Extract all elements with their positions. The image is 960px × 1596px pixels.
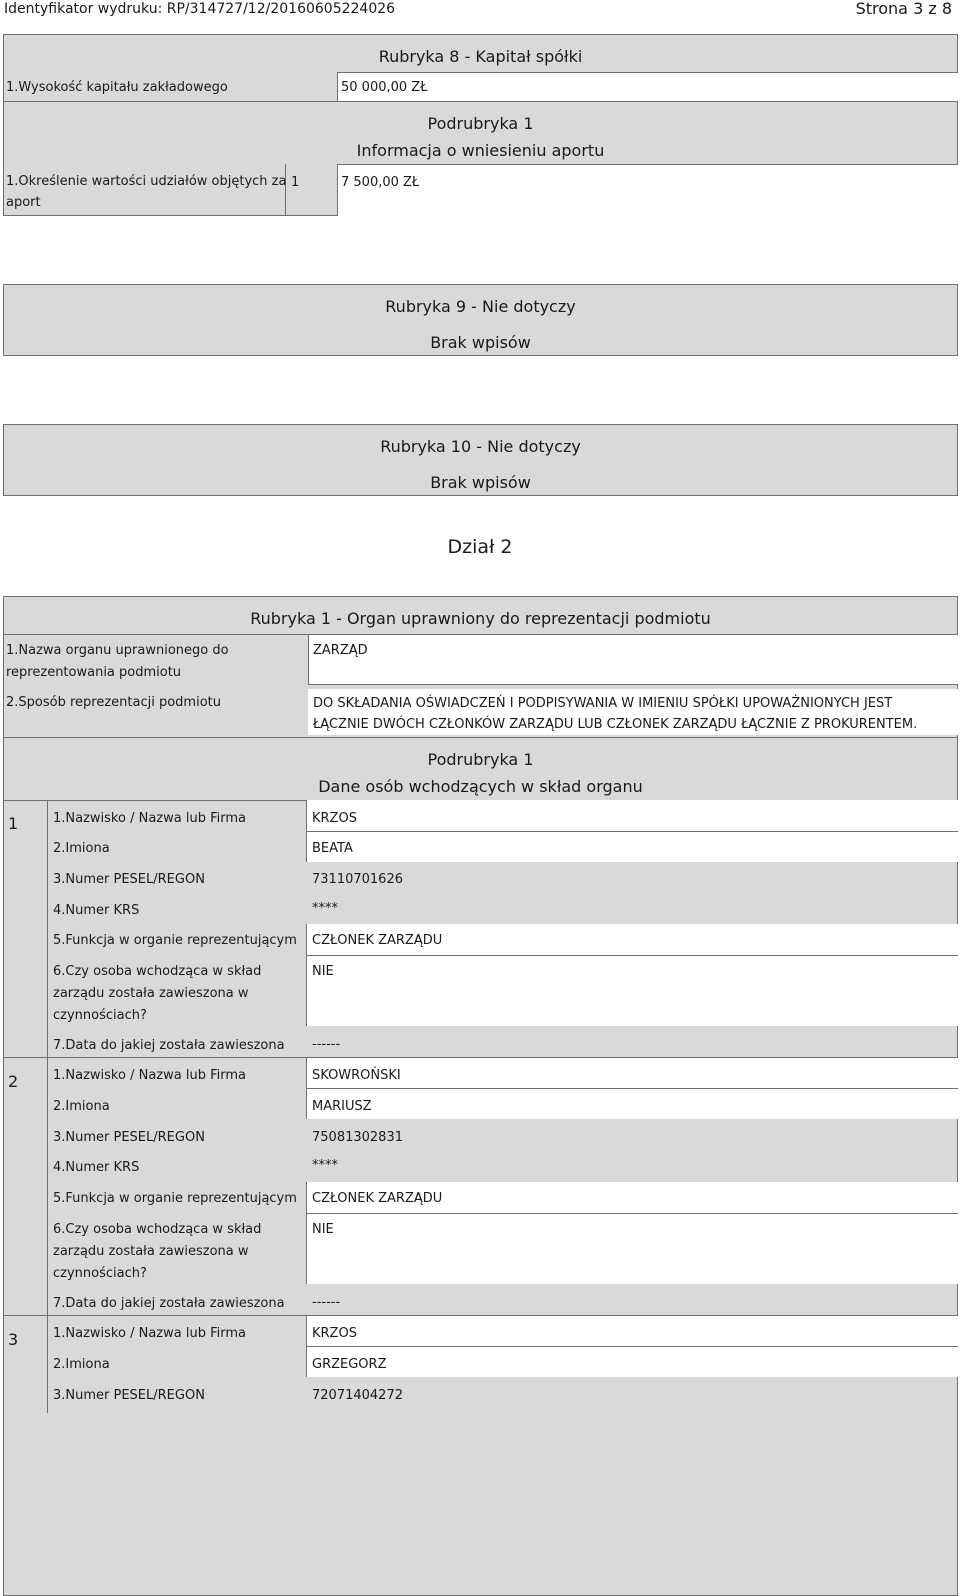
person-1-suspended-label-2: zarządu została zawieszona w xyxy=(53,986,249,1001)
person-3-pesel-label: 3.Numer PESEL/REGON xyxy=(53,1388,205,1403)
person-1-names: BEATA xyxy=(312,841,353,856)
person-2-names: MARIUSZ xyxy=(312,1099,372,1114)
rubryka10-title: Rubryka 10 - Nie dotyczy xyxy=(380,437,581,456)
aport-subtitle: Podrubryka 1 xyxy=(427,114,534,133)
persons-heading: Dane osób wchodzących w skład organu xyxy=(318,777,643,796)
aport-heading: Informacja o wniesieniu aportu xyxy=(356,141,605,160)
person-3-surname: KRZOS xyxy=(312,1326,357,1341)
person-1-suspended-until-label: 7.Data do jakiej została zawieszona xyxy=(53,1038,285,1053)
person-1-function-label: 5.Funkcja w organie reprezentującym xyxy=(53,933,297,948)
person-2-suspended-until-label: 7.Data do jakiej została zawieszona xyxy=(53,1296,285,1311)
rubryka10-entry: Brak wpisów xyxy=(430,473,531,492)
person-2-krs-label: 4.Numer KRS xyxy=(53,1160,140,1175)
person-2-suspended-label-3: czynnościach? xyxy=(53,1266,147,1281)
person-1-suspended: NIE xyxy=(312,964,334,979)
organ-label-line1: 1.Nazwa organu uprawnionego do xyxy=(6,643,229,658)
person-1-surname-label: 1.Nazwisko / Nazwa lub Firma xyxy=(53,811,246,826)
person-2-function: CZŁONEK ZARZĄDU xyxy=(312,1191,443,1206)
person-2-pesel-label: 3.Numer PESEL/REGON xyxy=(53,1130,205,1145)
person-1-pesel-label: 3.Numer PESEL/REGON xyxy=(53,872,205,887)
person-2-surname: SKOWROŃSKI xyxy=(312,1068,401,1083)
method-value-line2: ŁĄCZNIE DWÓCH CZŁONKÓW ZARZĄDU LUB CZŁONEK ZARZĄDU ŁĄCZNIE Z PROKURENTEM. xyxy=(313,717,918,732)
person-1-pesel: 73110701626 xyxy=(312,872,403,887)
person-2-krs: **** xyxy=(312,1158,338,1173)
persons-subtitle: Podrubryka 1 xyxy=(427,750,534,769)
person-2-names-label: 2.Imiona xyxy=(53,1099,110,1114)
person-3-names-label: 2.Imiona xyxy=(53,1357,110,1372)
aport-label-line1: 1.Określenie wartości udziałów objętych za xyxy=(6,174,287,189)
aport-label-line2: aport xyxy=(6,195,41,210)
capital-label: 1.Wysokość kapitału zakładowego xyxy=(6,80,228,95)
person-3-names: GRZEGORZ xyxy=(312,1357,387,1372)
aport-number: 1 xyxy=(291,175,300,190)
person-1-krs-label: 4.Numer KRS xyxy=(53,903,140,918)
person-1-names-label: 2.Imiona xyxy=(53,841,110,856)
method-value-line1: DO SKŁADANIA OŚWIADCZEŃ I PODPISYWANIA W IMIENIU SPÓŁKI UPOWAŻNIONYCH JEST xyxy=(313,696,893,711)
page-number: Strona 3 z 8 xyxy=(855,0,952,18)
method-label: 2.Sposób reprezentacji podmiotu xyxy=(6,695,221,710)
person-2-suspended-label-1: 6.Czy osoba wchodząca w skład xyxy=(53,1222,262,1237)
person-3-number: 3 xyxy=(8,1330,19,1349)
person-2-suspended-until: ------ xyxy=(312,1295,341,1310)
person-2-suspended-label-2: zarządu została zawieszona w xyxy=(53,1244,249,1259)
person-2-number: 2 xyxy=(8,1072,19,1091)
aport-value: 7 500,00 ZŁ xyxy=(341,175,420,190)
person-1-suspended-label-3: czynnościach? xyxy=(53,1008,147,1023)
capital-value: 50 000,00 ZŁ xyxy=(341,80,428,95)
rubryka9-entry: Brak wpisów xyxy=(430,333,531,352)
person-2-suspended: NIE xyxy=(312,1222,334,1237)
person-1-krs: **** xyxy=(312,901,338,916)
rubryka8-title: Rubryka 8 - Kapitał spółki xyxy=(378,47,583,66)
person-1-surname: KRZOS xyxy=(312,811,357,826)
person-3-pesel: 72071404272 xyxy=(312,1388,403,1403)
organ-value: ZARZĄD xyxy=(313,643,368,658)
person-2-pesel: 75081302831 xyxy=(312,1130,403,1145)
person-1-suspended-label-1: 6.Czy osoba wchodząca w skład xyxy=(53,964,262,979)
rubryka9-title: Rubryka 9 - Nie dotyczy xyxy=(385,297,576,316)
rubryka1-title: Rubryka 1 - Organ uprawniony do reprezentacji podmiotu xyxy=(250,609,711,628)
organ-label-line2: reprezentowania podmiotu xyxy=(6,665,182,680)
person-1-suspended-until: ------ xyxy=(312,1037,341,1052)
dzial-title: Dział 2 xyxy=(447,536,513,558)
person-3-surname-label: 1.Nazwisko / Nazwa lub Firma xyxy=(53,1326,246,1341)
person-2-function-label: 5.Funkcja w organie reprezentującym xyxy=(53,1191,297,1206)
person-1-function: CZŁONEK ZARZĄDU xyxy=(312,933,443,948)
print-id: Identyfikator wydruku: RP/314727/12/20160605224026 xyxy=(4,1,396,17)
person-1-number: 1 xyxy=(8,814,19,833)
person-2-surname-label: 1.Nazwisko / Nazwa lub Firma xyxy=(53,1068,246,1083)
